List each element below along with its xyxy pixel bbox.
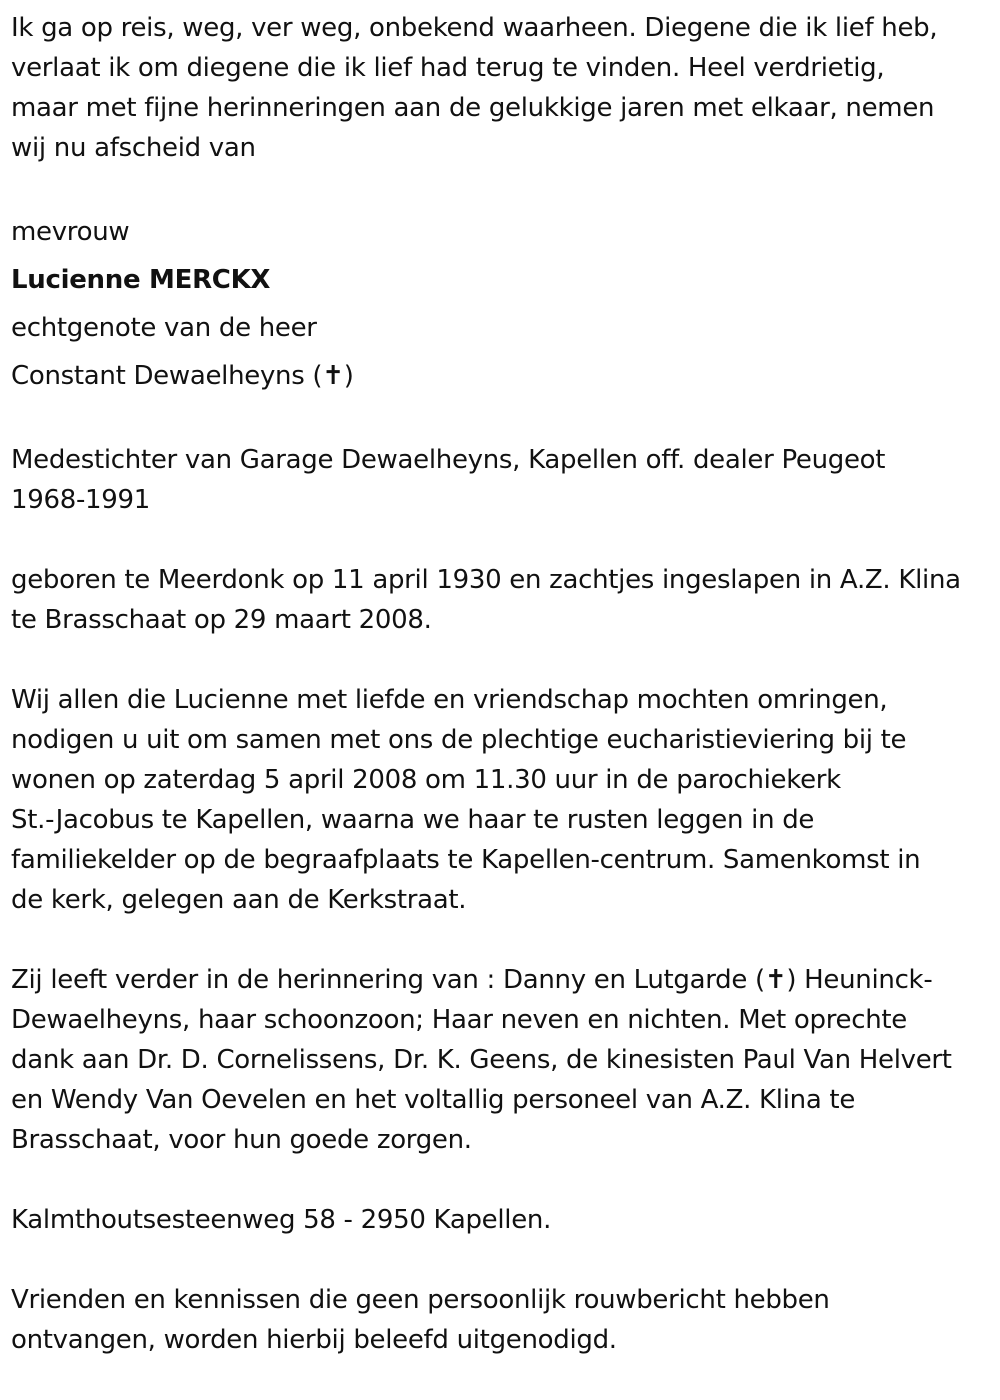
closing-paragraph: Vrienden en kennissen die geen persoonlijk rouwbericht hebben ontvangen, worden hierbij beleefd uitgenodigd.: [11, 1285, 830, 1355]
relation-line: echtgenote van de heer: [11, 313, 317, 343]
deceased-block: [11, 208, 991, 400]
birth-death-paragraph: geboren te Meerdonk op 11 april 1930 en zachtjes ingeslapen in A.Z. Klina te Brasschaat op 29 maart 2008.: [11, 565, 961, 635]
spouse-line: Constant Dewaelheyns (✝): [11, 361, 354, 391]
deceased-name: Lucienne MERCKX: [11, 265, 271, 295]
remembrance-paragraph: Zij leeft verder in de herinnering van : Danny en Lutgarde (✝) Heuninck- Dewaelheyns, haar schoonzoon; Haar neven en nichten. Met oprechte dank aan Dr. D. Cornelissens, Dr. K. Geens, de kinesisten Paul Van Helvert en Wendy Van Oevelen en het voltallig personeel van A.Z. Klina te Brasschaat, voor hun goede zorgen.: [11, 965, 952, 1155]
occupation-paragraph: Medestichter van Garage Dewaelheyns, Kapellen off. dealer Peugeot 1968-1991: [11, 445, 886, 515]
address-paragraph: Kalmthoutsesteenweg 58 - 2950 Kapellen.: [11, 1205, 552, 1235]
intro-paragraph: Ik ga op reis, weg, ver weg, onbekend waarheen. Diegene die ik lief heb, verlaat ik om diegene die ik lief had terug te vinden. Heel verdrietig, maar met fijne herinneringen aan de gelukkige jaren met elkaar, nemen wij nu afscheid van: [11, 13, 938, 163]
ceremony-paragraph: Wij allen die Lucienne met liefde en vriendschap mochten omringen, nodigen u uit om samen met ons de plechtige eucharistieviering bij te wonen op zaterdag 5 april 2008 om 11.30 uur in de parochiekerk St.-Jacobus te Kapellen, waarna we haar te rusten leggen in de familiekelder op de begraafplaats te Kapellen-centrum. Samenkomst in de kerk, gelegen aan de Kerkstraat.: [11, 685, 921, 915]
title-line: mevrouw: [11, 217, 130, 247]
death-notice: [11, 8, 991, 1400]
